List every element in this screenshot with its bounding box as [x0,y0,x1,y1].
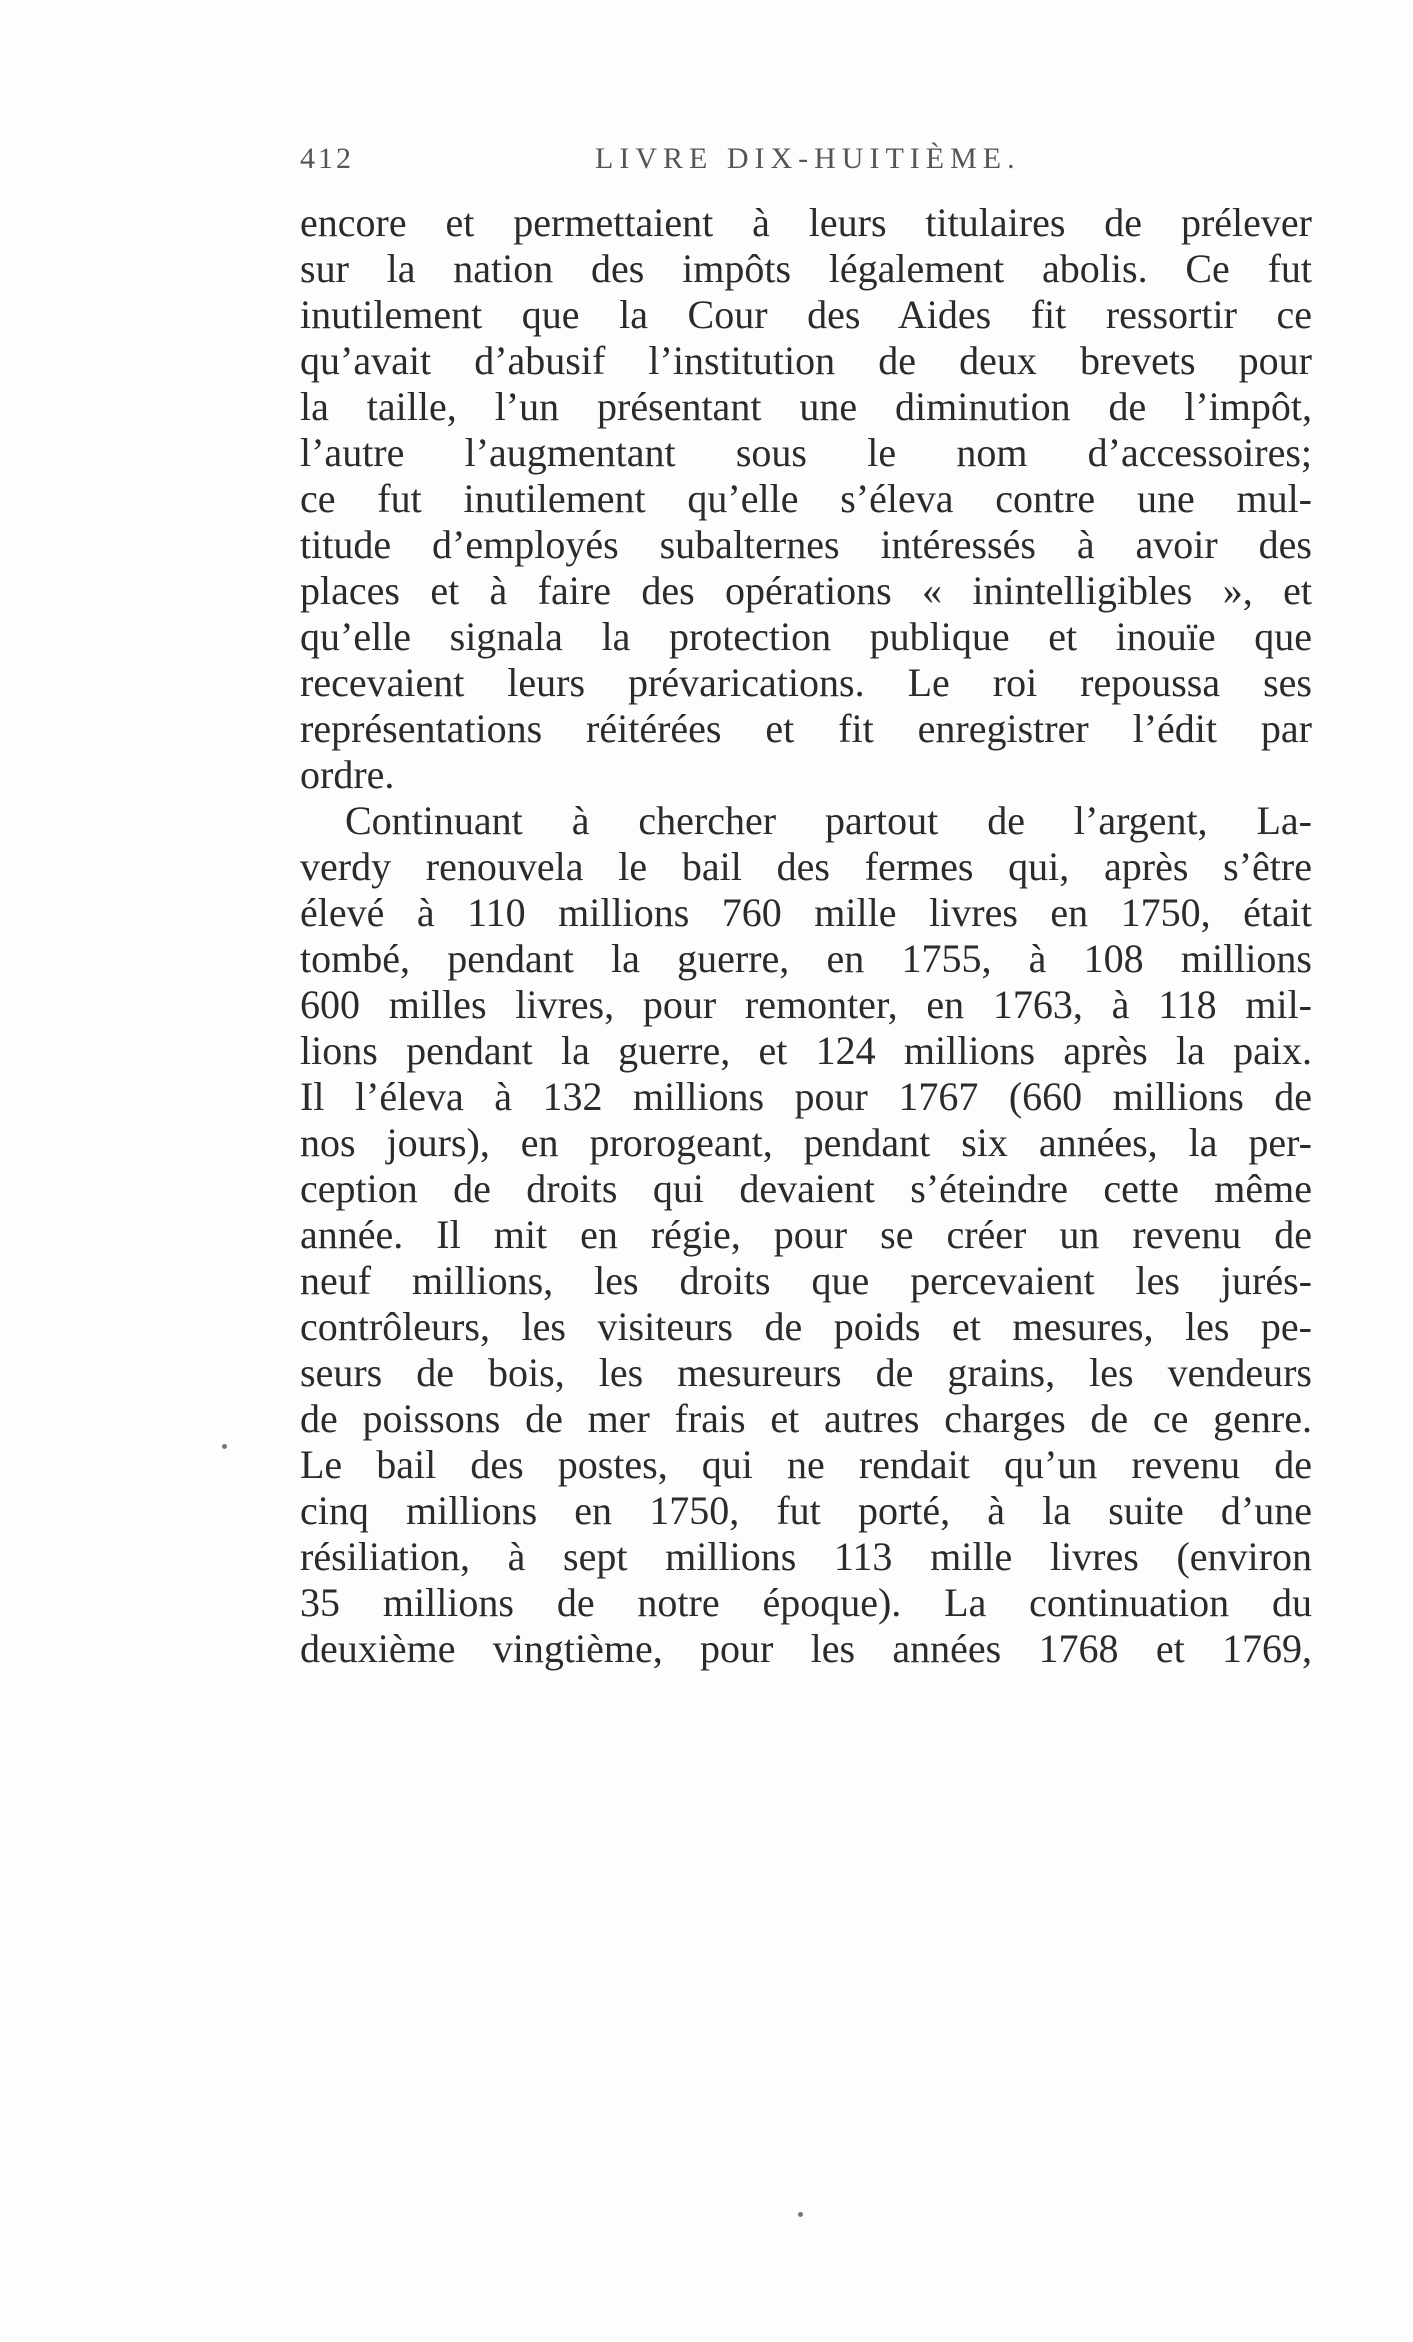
text-line: représentations réitérées et fit enregistrer l’édit par [300,706,1312,751]
text-line: seurs de bois, les mesureurs de grains, les vendeurs [300,1350,1312,1395]
running-title: LIVRE DIX-HUITIÈME. [595,142,1021,175]
text-line: 600 milles livres, pour remonter, en 1763, à 118 mil- [300,982,1312,1027]
text-line: ception de droits qui devaient s’éteindre cette même [300,1166,1312,1211]
text-line: Il l’éleva à 132 millions pour 1767 (660 millions de [300,1074,1312,1119]
text-line: neuf millions, les droits que percevaient les jurés- [300,1258,1312,1303]
text-line: Continuant à chercher partout de l’argent, La- [345,798,1312,843]
text-line: résiliation, à sept millions 113 mille livres (environ [300,1534,1312,1579]
margin-speck [798,2212,803,2217]
text-line: la taille, l’un présentant une diminution de l’impôt, [300,384,1312,429]
text-line: élevé à 110 millions 760 mille livres en 1750, était [300,890,1312,935]
text-line: année. Il mit en régie, pour se créer un revenu de [300,1212,1312,1257]
text-line: ordre. [300,752,395,797]
text-line: recevaient leurs prévarications. Le roi repoussa ses [300,660,1312,705]
text-line: lions pendant la guerre, et 124 millions après la paix. [300,1028,1312,1073]
margin-speck [222,1444,227,1449]
text-line: ce fut inutilement qu’elle s’éleva contre une mul- [300,476,1312,521]
text-line: contrôleurs, les visiteurs de poids et mesures, les pe- [300,1304,1312,1349]
text-line: qu’avait d’abusif l’institution de deux brevets pour [300,338,1312,383]
text-line: de poissons de mer frais et autres charges de ce genre. [300,1396,1312,1441]
text-line: tombé, pendant la guerre, en 1755, à 108 millions [300,936,1312,981]
text-line: qu’elle signala la protection publique et inouïe que [300,614,1312,659]
body-text [300,200,1312,1672]
text-line: l’autre l’augmentant sous le nom d’accessoires; [300,430,1312,475]
running-head [300,142,1310,182]
page-number: 412 [300,142,354,175]
text-line: sur la nation des impôts légalement abolis. Ce fut [300,246,1312,291]
text-line: verdy renouvela le bail des fermes qui, après s’être [300,844,1312,889]
text-line: titude d’employés subalternes intéressés à avoir des [300,522,1312,567]
text-line: 35 millions de notre époque). La continuation du [300,1580,1312,1625]
text-line: encore et permettaient à leurs titulaires de prélever [300,200,1312,245]
text-line: deuxième vingtième, pour les années 1768 et 1769, [300,1626,1312,1671]
text-line: inutilement que la Cour des Aides fit ressortir ce [300,292,1312,337]
text-line: places et à faire des opérations « inintelligibles », et [300,568,1312,613]
text-line: nos jours), en prorogeant, pendant six années, la per- [300,1120,1312,1165]
text-line: Le bail des postes, qui ne rendait qu’un revenu de [300,1442,1312,1487]
text-line: cinq millions en 1750, fut porté, à la suite d’une [300,1488,1312,1533]
